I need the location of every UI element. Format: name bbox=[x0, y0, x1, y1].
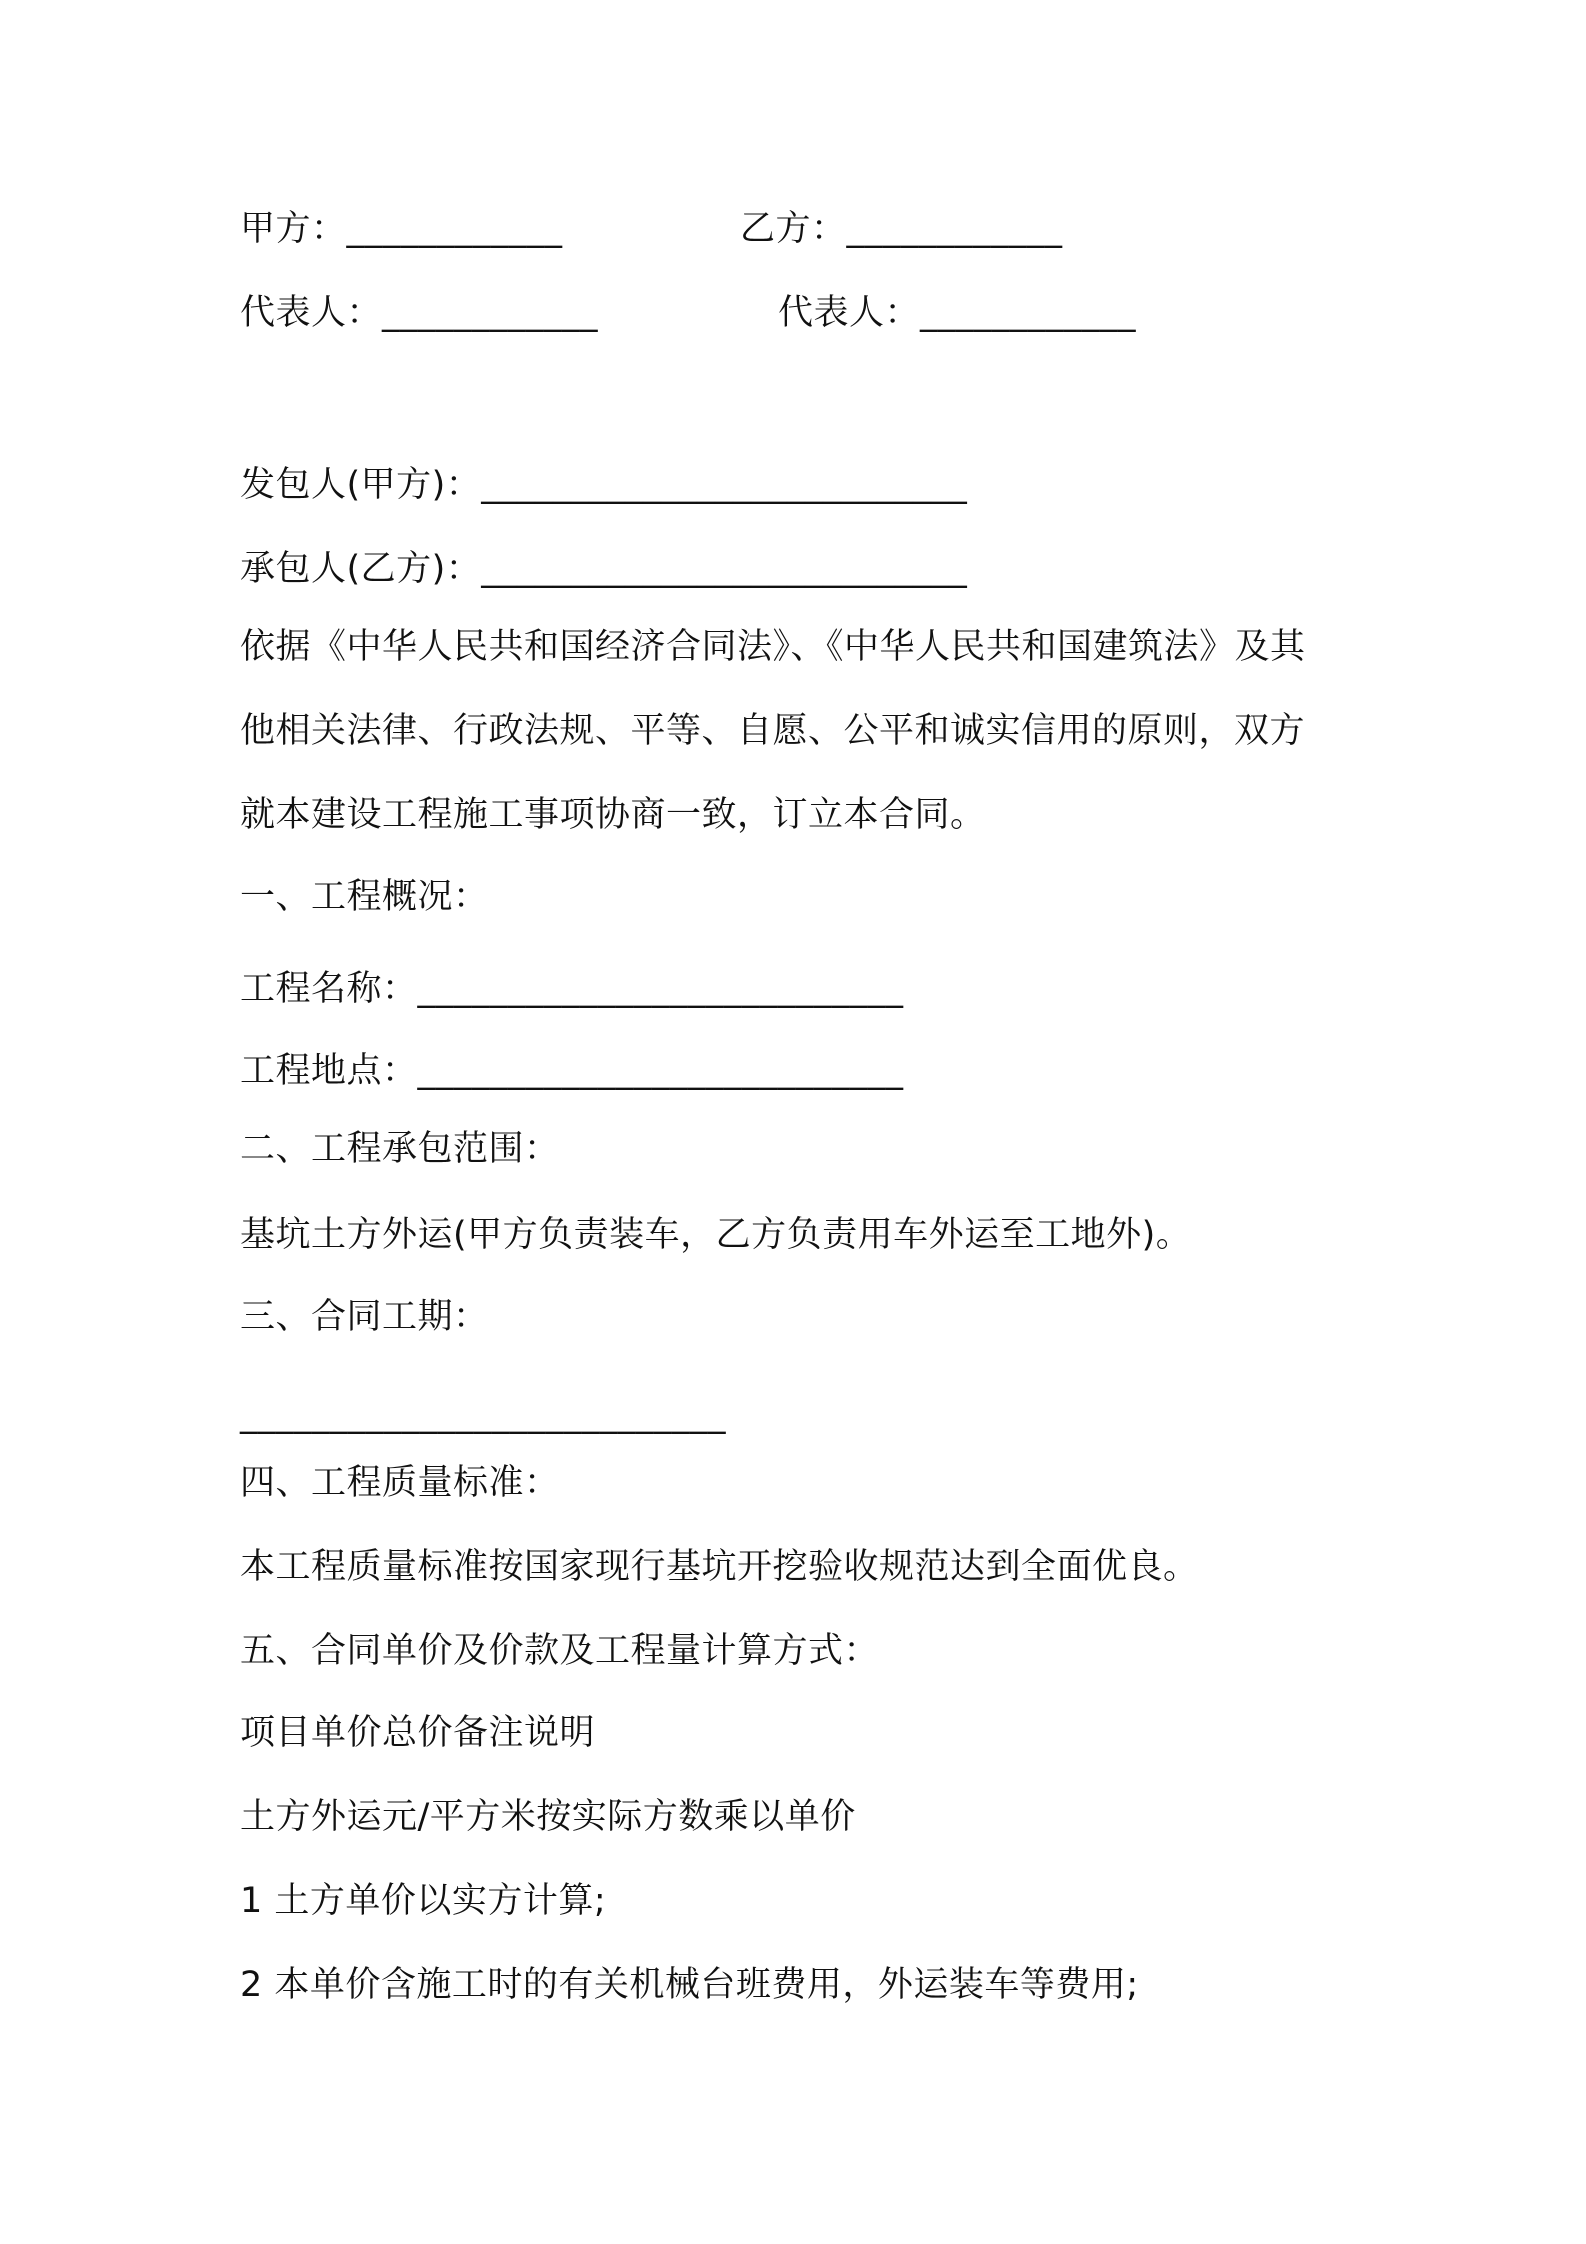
party-b-representative: 代表人：____________ bbox=[778, 293, 1137, 333]
section4-body: 本工程质量标准按国家现行基坑开挖验收规范达到全面优良。 bbox=[240, 1547, 1199, 1587]
section2-body: 基坑土方外运(甲方负责装车，乙方负责用车外运至工地外)。 bbox=[240, 1215, 1192, 1255]
contractor-line: 承包人(乙方)：___________________________ bbox=[240, 549, 968, 589]
note-2: 2 本单价含施工时的有关机械台班费用，外运装车等费用; bbox=[240, 1965, 1139, 2005]
employer-line: 发包人(甲方)：___________________________ bbox=[240, 465, 968, 505]
section3-heading: 三、合同工期： bbox=[240, 1297, 489, 1337]
project-name-line: 工程名称：___________________________ bbox=[240, 969, 904, 1009]
section4-heading: 四、工程质量标准： bbox=[240, 1463, 560, 1503]
preamble-line-3: 就本建设工程施工事项协商一致，订立本合同。 bbox=[240, 795, 986, 835]
preamble-line-2: 他相关法律、行政法规、平等、自愿、公平和诚实信用的原则，双方 bbox=[240, 711, 1306, 751]
contract-period-blank: ___________________________ bbox=[240, 1395, 726, 1435]
section2-heading: 二、工程承包范围： bbox=[240, 1129, 560, 1169]
price-table-header: 项目单价总价备注说明 bbox=[240, 1713, 596, 1753]
party-b-signature: 乙方：____________ bbox=[740, 209, 1063, 249]
section1-heading: 一、工程概况： bbox=[240, 877, 489, 917]
price-table-row: 土方外运元/平方米按实际方数乘以单价 bbox=[240, 1797, 856, 1837]
note-1: 1 土方单价以实方计算; bbox=[240, 1881, 607, 1921]
preamble-line-1: 依据《中华人民共和国经济合同法》、《中华人民共和国建筑法》及其 bbox=[240, 627, 1306, 667]
party-a-representative: 代表人：____________ bbox=[240, 293, 599, 333]
party-a-signature: 甲方：____________ bbox=[240, 209, 563, 249]
project-location-line: 工程地点：___________________________ bbox=[240, 1051, 904, 1091]
section5-heading: 五、合同单价及价款及工程量计算方式： bbox=[240, 1631, 880, 1671]
